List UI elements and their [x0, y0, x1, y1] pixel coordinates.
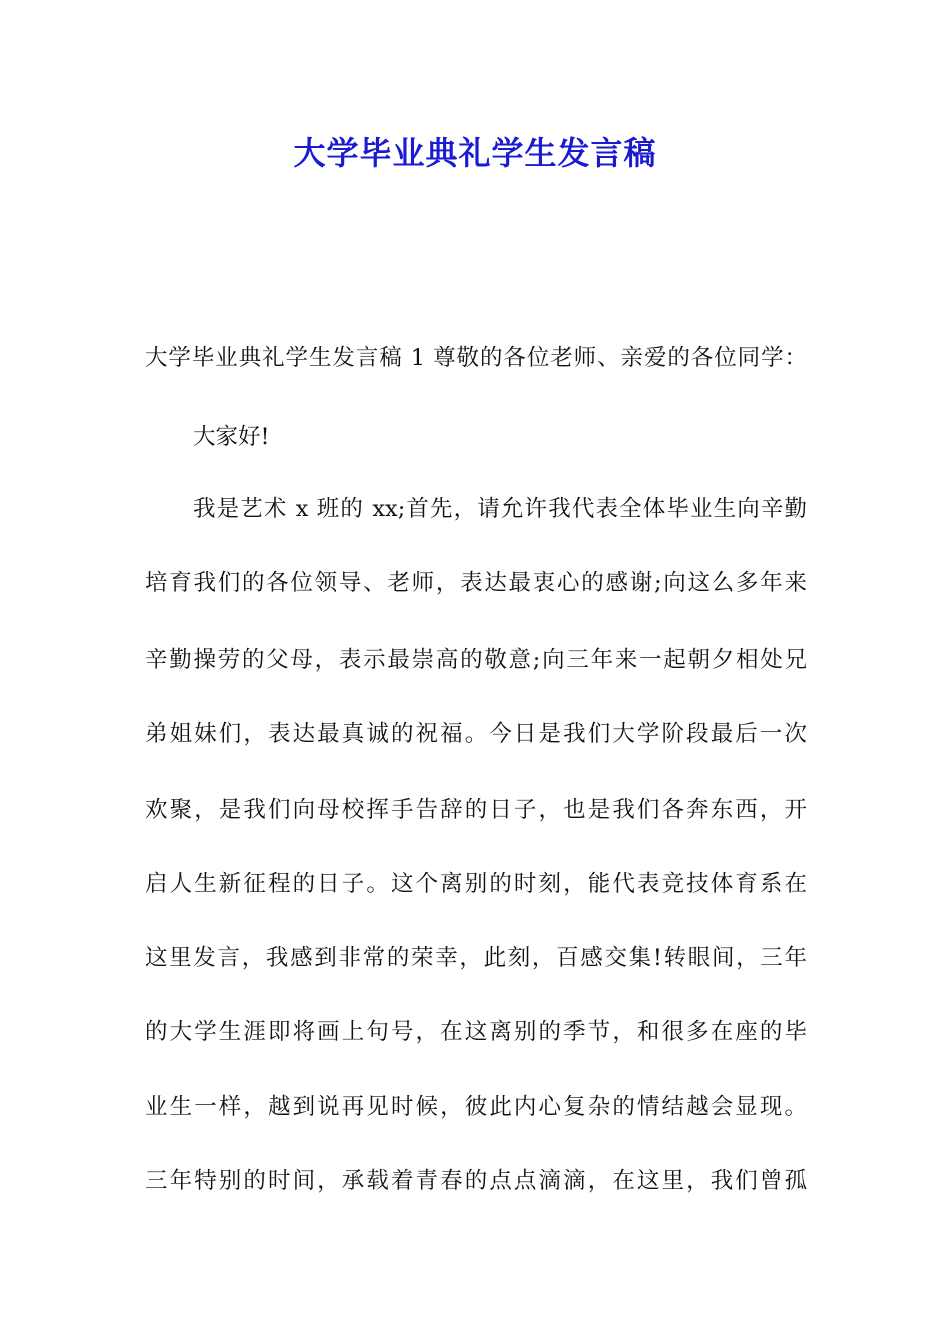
text-line: 我是艺术 x 班的 xx;首先，请允许我代表全体毕业生向辛勤	[193, 496, 807, 522]
document-title: 大学毕业典礼学生发言稿	[293, 134, 657, 172]
text-line: 大家好!	[193, 424, 270, 450]
text-line: 业生一样，越到说再见时候，彼此内心复杂的情结越会显现。	[145, 1094, 807, 1120]
text-line: 的大学生涯即将画上句号，在这离别的季节，和很多在座的毕	[145, 1019, 807, 1045]
text-line: 欢聚，是我们向母校挥手告辞的日子，也是我们各奔东西，开	[145, 797, 807, 823]
text-line: 弟姐妹们，表达最真诚的祝福。今日是我们大学阶段最后一次	[145, 721, 807, 747]
text-line: 启人生新征程的日子。这个离别的时刻，能代表竞技体育系在	[145, 871, 807, 897]
text-line: 大学毕业典礼学生发言稿 1 尊敬的各位老师、亲爱的各位同学：	[145, 345, 807, 371]
text-line: 培育我们的各位领导、老师，表达最衷心的感谢;向这么多年来	[145, 570, 807, 596]
text-line: 三年特别的时间，承载着青春的点点滴滴，在这里，我们曾孤	[145, 1168, 807, 1194]
text-line: 这里发言，我感到非常的荣幸，此刻，百感交集!转眼间，三年	[145, 945, 807, 971]
text-line: 辛勤操劳的父母，表示最崇高的敬意;向三年来一起朝夕相处兄	[145, 647, 807, 673]
